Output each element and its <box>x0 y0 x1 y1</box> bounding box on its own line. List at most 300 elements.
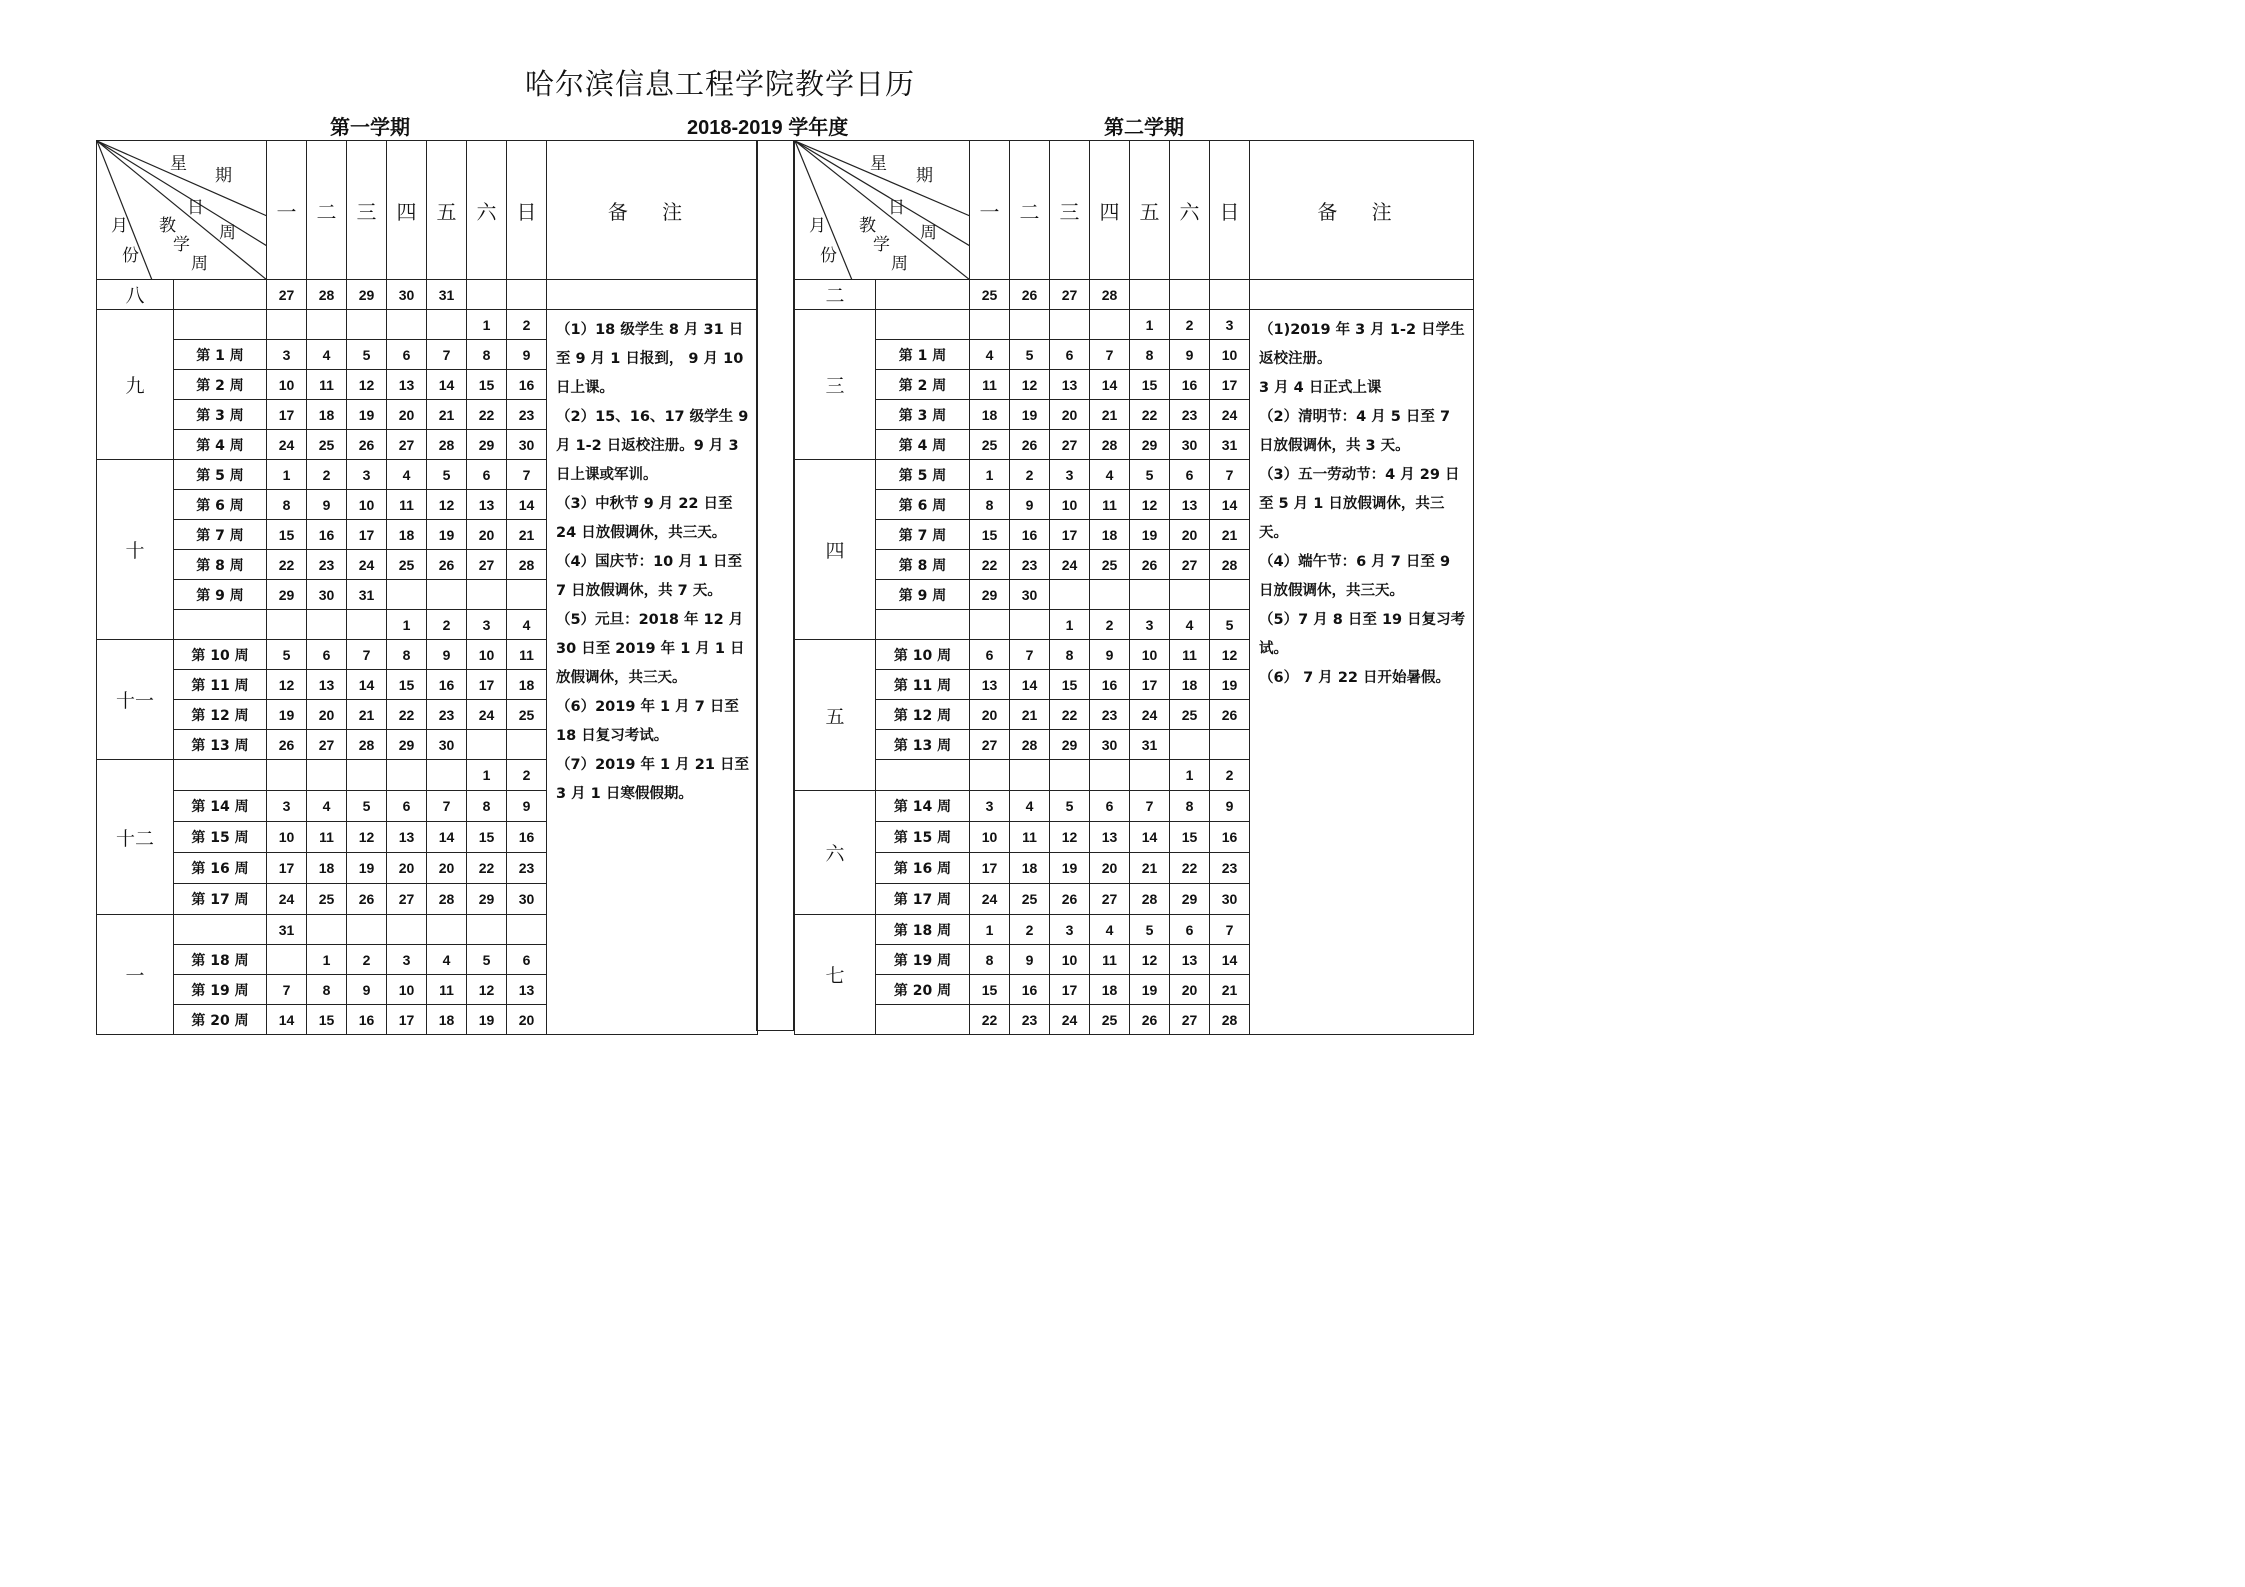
date-cell: 24 <box>267 884 307 915</box>
date-cell: 10 <box>970 822 1010 853</box>
week-cell: 第 9 周 <box>174 580 267 610</box>
date-cell: 11 <box>427 975 467 1005</box>
day-header-sat: 六 <box>1170 141 1210 280</box>
date-cell: 14 <box>1210 945 1250 975</box>
date-cell: 7 <box>1010 640 1050 670</box>
date-cell: 17 <box>1130 670 1170 700</box>
date-cell: 16 <box>1210 822 1250 853</box>
week-cell: 第 1 周 <box>876 340 970 370</box>
date-cell: 11 <box>1170 640 1210 670</box>
week-cell: 第 20 周 <box>876 975 970 1005</box>
date-cell: 27 <box>1050 280 1090 310</box>
date-cell: 25 <box>1090 550 1130 580</box>
date-cell: 21 <box>1210 975 1250 1005</box>
date-cell: 16 <box>427 670 467 700</box>
note-item: （6）2019 年 1 月 7 日至 18 日复习考试。 <box>556 699 739 744</box>
week-cell <box>174 610 267 640</box>
date-cell <box>467 915 507 945</box>
date-cell: 25 <box>307 430 347 460</box>
notes-cell <box>547 310 758 1035</box>
date-cell: 25 <box>1010 884 1050 915</box>
month-cell: 六 <box>795 791 876 915</box>
date-cell: 12 <box>1130 490 1170 520</box>
date-cell: 2 <box>307 460 347 490</box>
date-cell: 12 <box>467 975 507 1005</box>
date-cell: 4 <box>307 340 347 370</box>
first-term-calendar-table <box>96 140 758 1035</box>
week-cell: 第 18 周 <box>876 915 970 945</box>
date-cell <box>1130 580 1170 610</box>
date-cell: 25 <box>1170 700 1210 730</box>
date-cell: 28 <box>1010 730 1050 760</box>
date-cell: 31 <box>267 915 307 945</box>
diagonal-header-cell <box>795 141 970 280</box>
date-cell: 9 <box>1010 945 1050 975</box>
label-zhou: 周 <box>920 223 937 243</box>
date-cell <box>387 310 427 340</box>
date-cell: 9 <box>1010 490 1050 520</box>
note-item: （4）国庆节：10 月 1 日至 7 日放假调休，共 7 天。 <box>556 554 742 599</box>
date-cell: 13 <box>467 490 507 520</box>
date-cell <box>1210 580 1250 610</box>
date-cell: 30 <box>427 730 467 760</box>
date-cell: 2 <box>1210 760 1250 791</box>
label-xing: 星 <box>170 154 187 174</box>
date-cell: 29 <box>1130 430 1170 460</box>
date-cell: 27 <box>387 884 427 915</box>
date-cell <box>1130 280 1170 310</box>
date-cell: 18 <box>307 400 347 430</box>
date-cell: 30 <box>1090 730 1130 760</box>
date-cell <box>507 730 547 760</box>
date-cell <box>347 915 387 945</box>
date-cell <box>347 610 387 640</box>
date-cell <box>507 915 547 945</box>
date-cell: 9 <box>1210 791 1250 822</box>
date-cell: 22 <box>1170 853 1210 884</box>
date-cell: 31 <box>427 280 467 310</box>
week-cell: 第 4 周 <box>876 430 970 460</box>
label-qi: 期 <box>215 166 232 186</box>
date-cell: 11 <box>387 490 427 520</box>
note-item: （3）中秋节 9 月 22 日至 24 日放假调休，共三天。 <box>556 496 733 541</box>
date-cell: 19 <box>1130 975 1170 1005</box>
date-cell: 15 <box>467 822 507 853</box>
date-cell: 19 <box>1130 520 1170 550</box>
date-cell: 18 <box>1090 520 1130 550</box>
date-cell: 2 <box>507 760 547 791</box>
date-cell: 1 <box>467 760 507 791</box>
date-cell: 14 <box>1130 822 1170 853</box>
date-cell: 13 <box>387 370 427 400</box>
date-cell: 2 <box>347 945 387 975</box>
date-cell: 22 <box>970 1005 1010 1035</box>
date-cell: 4 <box>307 791 347 822</box>
date-cell: 7 <box>1210 915 1250 945</box>
date-cell <box>307 760 347 791</box>
date-cell <box>427 760 467 791</box>
week-cell: 第 20 周 <box>174 1005 267 1035</box>
week-cell: 第 10 周 <box>174 640 267 670</box>
date-cell: 13 <box>1170 490 1210 520</box>
week-cell: 第 2 周 <box>876 370 970 400</box>
date-cell: 20 <box>1170 520 1210 550</box>
week-cell: 第 11 周 <box>876 670 970 700</box>
label-fen: 份 <box>820 246 837 266</box>
date-cell: 6 <box>1090 791 1130 822</box>
date-cell: 27 <box>267 280 307 310</box>
date-cell: 12 <box>1210 640 1250 670</box>
week-cell: 第 7 周 <box>876 520 970 550</box>
date-cell: 6 <box>1170 460 1210 490</box>
date-cell: 5 <box>1130 915 1170 945</box>
date-cell: 23 <box>1010 1005 1050 1035</box>
date-cell: 3 <box>970 791 1010 822</box>
note-item: （4）端午节：6 月 7 日至 9 日放假调休，共三天。 <box>1259 554 1451 599</box>
date-cell: 27 <box>467 550 507 580</box>
label-xue: 学 <box>873 235 890 255</box>
middle-divider <box>756 140 794 1031</box>
note-item: （2）清明节：4 月 5 日至 7 日放假调休，共 3 天。 <box>1259 409 1451 454</box>
date-cell: 15 <box>1050 670 1090 700</box>
date-cell: 3 <box>267 340 307 370</box>
date-cell: 8 <box>387 640 427 670</box>
month-cell: 一 <box>97 915 174 1035</box>
date-cell: 20 <box>307 700 347 730</box>
date-cell: 25 <box>970 280 1010 310</box>
day-header-sat: 六 <box>467 141 507 280</box>
date-cell: 17 <box>387 1005 427 1035</box>
date-cell: 5 <box>1210 610 1250 640</box>
week-cell: 第 15 周 <box>174 822 267 853</box>
week-cell: 第 14 周 <box>876 791 970 822</box>
date-cell: 13 <box>387 822 427 853</box>
week-cell: 第 12 周 <box>174 700 267 730</box>
date-cell <box>307 915 347 945</box>
date-cell: 18 <box>1010 853 1050 884</box>
week-cell: 第 2 周 <box>174 370 267 400</box>
date-cell: 29 <box>467 430 507 460</box>
date-cell: 24 <box>467 700 507 730</box>
date-cell: 25 <box>970 430 1010 460</box>
month-cell: 十二 <box>97 760 174 915</box>
date-cell: 12 <box>1130 945 1170 975</box>
label-jiao: 教 <box>159 216 176 236</box>
date-cell: 10 <box>1130 640 1170 670</box>
date-cell: 12 <box>347 370 387 400</box>
date-cell: 31 <box>347 580 387 610</box>
date-cell: 18 <box>1090 975 1130 1005</box>
label-yue: 月 <box>111 216 128 236</box>
date-cell: 1 <box>1130 310 1170 340</box>
date-cell: 5 <box>1010 340 1050 370</box>
date-cell: 1 <box>970 460 1010 490</box>
date-cell: 10 <box>347 490 387 520</box>
calendar-row <box>795 280 1474 310</box>
second-term-title: 第二学期 <box>1104 115 1184 139</box>
date-cell: 13 <box>307 670 347 700</box>
note-item: （5）元旦：2018 年 12 月 30 日至 2019 年 1 月 1 日放假调休，共三天。 <box>556 612 745 686</box>
calendar-row <box>97 310 758 340</box>
date-cell: 23 <box>507 853 547 884</box>
notes-cell <box>1250 310 1474 1035</box>
date-cell: 27 <box>387 430 427 460</box>
date-cell: 3 <box>1050 915 1090 945</box>
date-cell: 22 <box>467 853 507 884</box>
week-cell <box>174 280 267 310</box>
date-cell: 24 <box>1050 1005 1090 1035</box>
date-cell: 17 <box>267 853 307 884</box>
date-cell: 10 <box>1210 340 1250 370</box>
date-cell: 8 <box>1170 791 1210 822</box>
date-cell <box>307 610 347 640</box>
date-cell: 24 <box>1130 700 1170 730</box>
date-cell: 17 <box>1050 520 1090 550</box>
week-cell <box>174 915 267 945</box>
date-cell: 10 <box>1050 490 1090 520</box>
day-header-fri: 五 <box>427 141 467 280</box>
week-cell: 第 3 周 <box>174 400 267 430</box>
date-cell: 13 <box>1050 370 1090 400</box>
month-cell: 十一 <box>97 640 174 760</box>
date-cell: 4 <box>970 340 1010 370</box>
date-cell: 7 <box>427 791 467 822</box>
date-cell: 6 <box>307 640 347 670</box>
date-cell: 8 <box>307 975 347 1005</box>
date-cell <box>467 730 507 760</box>
date-cell: 23 <box>307 550 347 580</box>
date-cell: 15 <box>1130 370 1170 400</box>
date-cell: 15 <box>387 670 427 700</box>
date-cell <box>387 760 427 791</box>
week-cell: 第 12 周 <box>876 700 970 730</box>
date-cell: 16 <box>307 520 347 550</box>
date-cell: 4 <box>1090 915 1130 945</box>
label-fen: 份 <box>122 246 139 266</box>
date-cell <box>1010 610 1050 640</box>
month-cell: 七 <box>795 915 876 1035</box>
date-cell: 6 <box>467 460 507 490</box>
date-cell: 12 <box>427 490 467 520</box>
date-cell: 28 <box>347 730 387 760</box>
week-cell: 第 18 周 <box>174 945 267 975</box>
date-cell: 8 <box>467 791 507 822</box>
label-yue: 月 <box>809 216 826 236</box>
week-cell: 第 13 周 <box>174 730 267 760</box>
date-cell: 20 <box>467 520 507 550</box>
date-cell: 17 <box>467 670 507 700</box>
date-cell <box>1090 310 1130 340</box>
date-cell: 11 <box>1090 945 1130 975</box>
week-cell: 第 10 周 <box>876 640 970 670</box>
date-cell: 1 <box>387 610 427 640</box>
date-cell: 14 <box>1010 670 1050 700</box>
date-cell <box>347 310 387 340</box>
date-cell: 26 <box>1130 550 1170 580</box>
second-term-calendar-table <box>794 140 1474 1035</box>
date-cell: 14 <box>1210 490 1250 520</box>
date-cell <box>387 580 427 610</box>
notes-blank-cell <box>547 280 758 310</box>
date-cell: 6 <box>387 340 427 370</box>
date-cell: 22 <box>1130 400 1170 430</box>
date-cell: 21 <box>1090 400 1130 430</box>
date-cell: 18 <box>970 400 1010 430</box>
date-cell: 15 <box>267 520 307 550</box>
date-cell: 24 <box>970 884 1010 915</box>
note-item: （2）15、16、17 级学生 9 月 1-2 日返校注册。9 月 3 日上课或军训。 <box>556 409 749 483</box>
date-cell: 30 <box>387 280 427 310</box>
date-cell: 23 <box>1170 400 1210 430</box>
week-cell: 第 7 周 <box>174 520 267 550</box>
date-cell: 16 <box>507 822 547 853</box>
date-cell <box>467 280 507 310</box>
date-cell <box>267 310 307 340</box>
week-cell: 第 6 周 <box>876 490 970 520</box>
date-cell: 9 <box>1170 340 1210 370</box>
date-cell: 26 <box>1050 884 1090 915</box>
date-cell: 17 <box>347 520 387 550</box>
date-cell: 16 <box>1090 670 1130 700</box>
label-xing: 星 <box>870 154 887 174</box>
date-cell: 2 <box>1090 610 1130 640</box>
date-cell: 15 <box>970 975 1010 1005</box>
date-cell: 17 <box>1210 370 1250 400</box>
date-cell <box>1090 760 1130 791</box>
week-cell: 第 13 周 <box>876 730 970 760</box>
date-cell: 7 <box>1090 340 1130 370</box>
label-qi: 期 <box>916 166 933 186</box>
label-ri: 日 <box>187 198 204 218</box>
label-zhou: 周 <box>219 223 236 243</box>
date-cell: 5 <box>267 640 307 670</box>
date-cell <box>1210 730 1250 760</box>
date-cell: 26 <box>427 550 467 580</box>
date-cell: 13 <box>507 975 547 1005</box>
note-item: （5）7 月 8 日至 19 日复习考试。 <box>1259 612 1466 657</box>
date-cell <box>347 760 387 791</box>
date-cell: 16 <box>1170 370 1210 400</box>
date-cell: 11 <box>307 370 347 400</box>
date-cell: 17 <box>970 853 1010 884</box>
date-cell: 19 <box>1050 853 1090 884</box>
date-cell: 19 <box>427 520 467 550</box>
date-cell: 21 <box>1010 700 1050 730</box>
day-header-wed: 三 <box>1050 141 1090 280</box>
date-cell: 13 <box>970 670 1010 700</box>
date-cell: 19 <box>1210 670 1250 700</box>
note-item: （6） 7 月 22 日开始暑假。 <box>1259 670 1451 686</box>
date-cell: 28 <box>1090 280 1130 310</box>
date-cell: 16 <box>347 1005 387 1035</box>
date-cell: 29 <box>467 884 507 915</box>
date-cell: 29 <box>347 280 387 310</box>
date-cell <box>1210 280 1250 310</box>
date-cell: 20 <box>1050 400 1090 430</box>
date-cell: 22 <box>1050 700 1090 730</box>
date-cell: 22 <box>467 400 507 430</box>
date-cell: 5 <box>427 460 467 490</box>
week-cell: 第 9 周 <box>876 580 970 610</box>
date-cell <box>1010 760 1050 791</box>
date-cell: 19 <box>467 1005 507 1035</box>
date-cell: 29 <box>970 580 1010 610</box>
date-cell: 21 <box>1210 520 1250 550</box>
diagonal-header-cell <box>97 141 267 280</box>
date-cell: 22 <box>387 700 427 730</box>
date-cell: 5 <box>467 945 507 975</box>
label-zhou2: 周 <box>891 254 908 274</box>
date-cell: 14 <box>427 822 467 853</box>
date-cell: 3 <box>467 610 507 640</box>
date-cell <box>427 915 467 945</box>
date-cell: 19 <box>267 700 307 730</box>
date-cell: 19 <box>347 853 387 884</box>
date-cell <box>1170 280 1210 310</box>
date-cell: 31 <box>1210 430 1250 460</box>
date-cell: 2 <box>427 610 467 640</box>
date-cell <box>1130 760 1170 791</box>
month-cell: 五 <box>795 640 876 791</box>
week-cell: 第 17 周 <box>174 884 267 915</box>
date-cell: 28 <box>307 280 347 310</box>
date-cell: 3 <box>1130 610 1170 640</box>
note-item: （1）18 级学生 8 月 31 日至 9 月 1 日报到， 9 月 10 日上课。 <box>556 322 744 396</box>
note-item: （7）2019 年 1 月 21 日至 3 月 1 日寒假假期。 <box>556 757 749 802</box>
date-cell: 6 <box>970 640 1010 670</box>
date-cell: 28 <box>427 430 467 460</box>
date-cell: 2 <box>1170 310 1210 340</box>
date-cell: 16 <box>1010 975 1050 1005</box>
date-cell: 17 <box>1050 975 1090 1005</box>
date-cell <box>467 580 507 610</box>
date-cell: 14 <box>267 1005 307 1035</box>
month-cell: 三 <box>795 310 876 460</box>
day-header-thu: 四 <box>1090 141 1130 280</box>
date-cell: 26 <box>267 730 307 760</box>
date-cell: 15 <box>307 1005 347 1035</box>
date-cell: 7 <box>1130 791 1170 822</box>
date-cell: 9 <box>1090 640 1130 670</box>
date-cell: 12 <box>347 822 387 853</box>
date-cell: 28 <box>1090 430 1130 460</box>
date-cell: 16 <box>1010 520 1050 550</box>
date-cell <box>427 580 467 610</box>
month-cell: 四 <box>795 460 876 640</box>
week-cell <box>876 310 970 340</box>
date-cell <box>1170 580 1210 610</box>
week-cell <box>876 1005 970 1035</box>
week-cell: 第 16 周 <box>876 853 970 884</box>
month-cell: 二 <box>795 280 876 310</box>
date-cell: 21 <box>1130 853 1170 884</box>
date-cell: 29 <box>1170 884 1210 915</box>
date-cell: 30 <box>507 884 547 915</box>
date-cell: 14 <box>1090 370 1130 400</box>
date-cell: 11 <box>1010 822 1050 853</box>
date-cell: 10 <box>267 822 307 853</box>
week-cell: 第 8 周 <box>876 550 970 580</box>
label-ri: 日 <box>888 198 905 218</box>
date-cell: 9 <box>347 975 387 1005</box>
date-cell: 9 <box>427 640 467 670</box>
date-cell: 18 <box>307 853 347 884</box>
date-cell: 2 <box>1010 460 1050 490</box>
date-cell: 26 <box>347 430 387 460</box>
note-item: 3 月 4 日正式上课 <box>1259 380 1382 396</box>
date-cell <box>1010 310 1050 340</box>
notes-header: 备 注 <box>547 141 758 280</box>
